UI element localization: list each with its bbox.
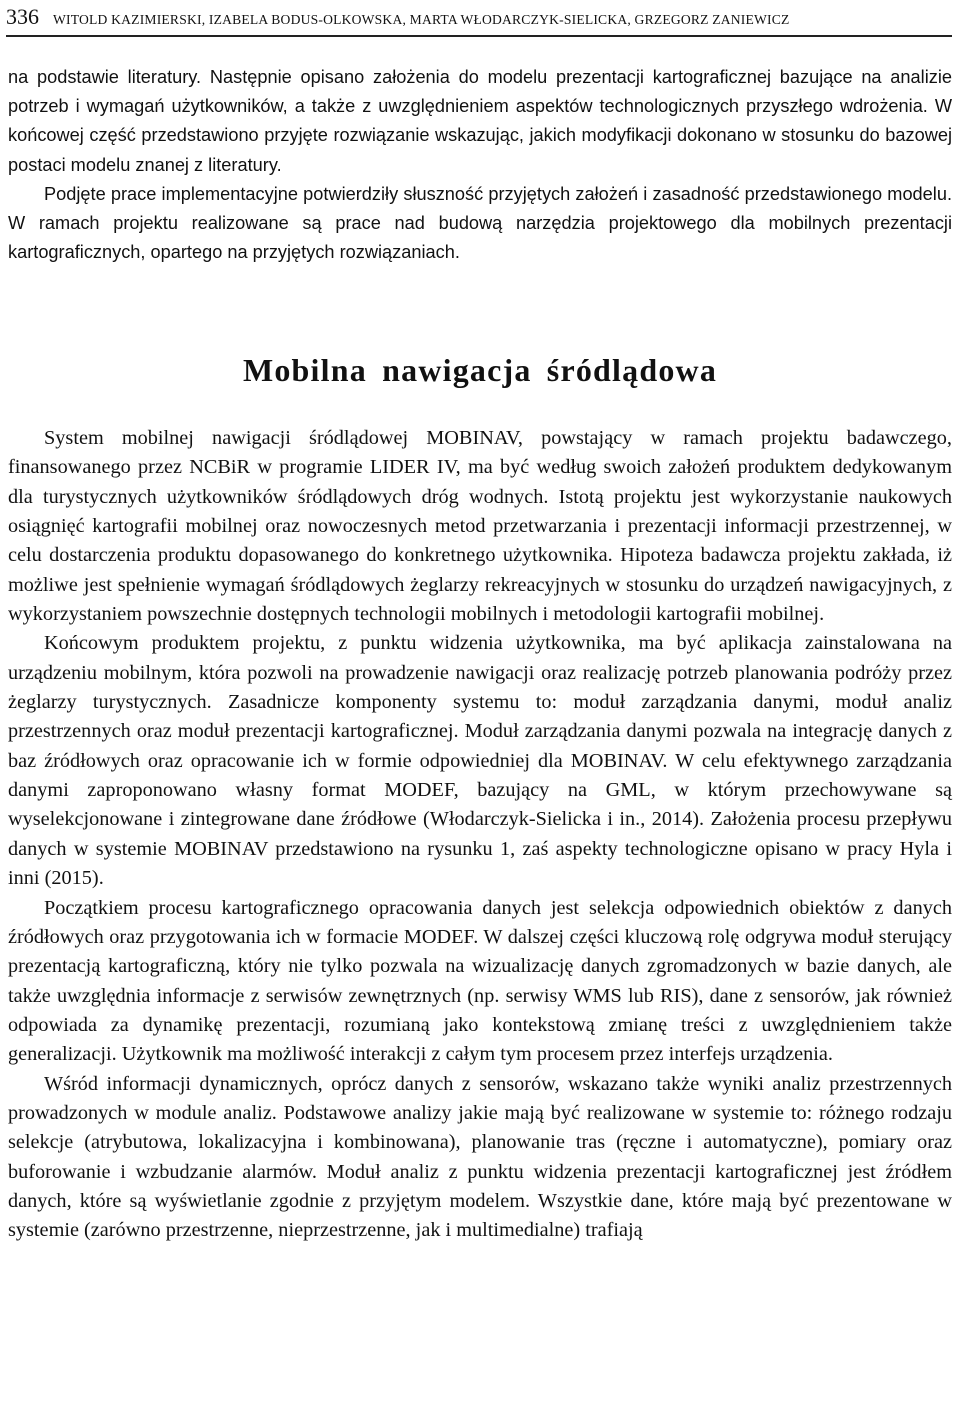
section-title: Mobilna nawigacja śródlądowa bbox=[242, 352, 718, 388]
page-number: 336 bbox=[6, 4, 39, 29]
header-rule bbox=[6, 35, 952, 37]
intro-text bbox=[8, 63, 952, 267]
body-paragraph-2: Końcowym produktem projektu, z punktu widzenia użytkownika, ma być aplikacja zainstalowana na urządzeniu mobilnym, która pozwoli na prowadzenie nawigacji oraz realizację potrzeb planowania podróży przez żeglarzy turystycznych. Zasadnicze komponenty systemu to: moduł zarządzania danymi, moduł analiz przestrzennych oraz moduł prezentacji kartograficznej. Moduł zarządzania danymi pozwala na integrację danych z baz źródłowych oraz opracowanie ich w formie odpowiedniej dla MOBINAV. W celu efektywnego zarządzania danymi zaproponowano własny format MODEF, bazujący na GML, w którym przechowywane są wyselekcjonowane i zintegrowane dane źródłowe (Włodarczyk-Sielicka i in., 2014). Założenia procesu przepływu danych w systemie MOBINAV przedstawiono na rysunku 1, zaś aspekty technologiczne opisano w pracy Hyla i inni (2015). bbox=[8, 632, 952, 890]
running-header bbox=[6, 4, 952, 34]
body-paragraph-1: System mobilnej nawigacji śródlądowej MOBINAV, powstający w ramach projektu badawczego, finansowanego przez NCBiR w programie LIDER IV, ma być według swoich założeń produktem dedykowanym dla turystycznych użytkowników śródlądowych dróg wodnych. Istotą projektu jest wykorzystanie naukowych osiągnięć kartografii mobilnej oraz nowoczesnych metod przetwarzania i prezentacji informacji przestrzennej, w celu dostarczenia produktu dopasowanego do konkretnego użytkownika. Hipoteza badawcza projektu zakłada, iż możliwe jest spełnienie wymagań śródlądowych żeglarzy rekreacyjnych w stosunku do urządzeń nawigacyjnych, z wykorzystaniem powszechnie dostępnych technologii mobilnych i metodologii kartografii mobilnej. bbox=[8, 427, 952, 626]
running-head-authors: WITOLD KAZIMIERSKI, IZABELA BODUS-OLKOWSKA, MARTA WŁODARCZYK-SIELICKA, GRZEGORZ ZANIEWICZ bbox=[53, 12, 790, 27]
section-body bbox=[8, 424, 952, 1246]
intro-paragraph-2: Podjęte prace implementacyjne potwierdziły słuszność przyjętych założeń i zasadność przedstawionego modelu. W ramach projektu realizowane są prace nad budową narzędzia projektowego dla mobilnych prezentacji kartograficznych, opartego na przyjętych rozwiązaniach. bbox=[8, 183, 952, 263]
intro-paragraph-1: na podstawie literatury. Następnie opisano założenia do modelu prezentacji kartograficznej bazujące na analizie potrzeb i wymagań użytkowników, a także z uwzględnieniem aspektów technologicznych przyszłego wdrożenia. W końcowej część przedstawiono przyjęte rozwiązanie wskazując, jakich modyfikacji dokonano w stosunku do bazowej postaci modelu znanej z literatury. bbox=[8, 67, 952, 175]
body-paragraph-4: Wśród informacji dynamicznych, oprócz danych z sensorów, wskazano także wyniki analiz przestrzennych prowadzonych w module analiz. Podstawowe analizy jakie mają być realizowane w systemie to: różnego rodzaju selekcje (atrybutowa, lokalizacyjna i kombinowana), planowanie tras (ręczne i automatyczne), pomiary oraz buforowanie i wzbudzanie alarmów. Moduł analiz z punktu widzenia prezentacji kartograficznej jest źródłem danych, które są wyświetlanie zgodnie z przyjętym modelem. Wszystkie dane, które mają być prezentowane w systemie (zarówno przestrzenne, nieprzestrzenne, jak i multimedialne) trafiają bbox=[8, 1072, 952, 1242]
body-paragraph-3: Początkiem procesu kartograficznego opracowania danych jest selekcja odpowiednich obiektów z danych źródłowych oraz przygotowania ich w formacie MODEF. W dalszej części kluczową rolę odgrywa moduł sterujący prezentacją kartograficzną, który nie tylko pozwala na wizualizację danych zgromadzonych w bazie danych, ale także uwzględnia informacje z serwisów zewnętrznych (np. serwisy WMS lub RIS), dane z sensorów, jak również odpowiada za dynamikę prezentacji, rozumianą jako kontekstową zmianę treści z uwzględnieniem także generalizacji. Użytkownik ma możliwość interakcji z całym tym procesem przez interfejs urządzenia. bbox=[8, 896, 952, 1066]
